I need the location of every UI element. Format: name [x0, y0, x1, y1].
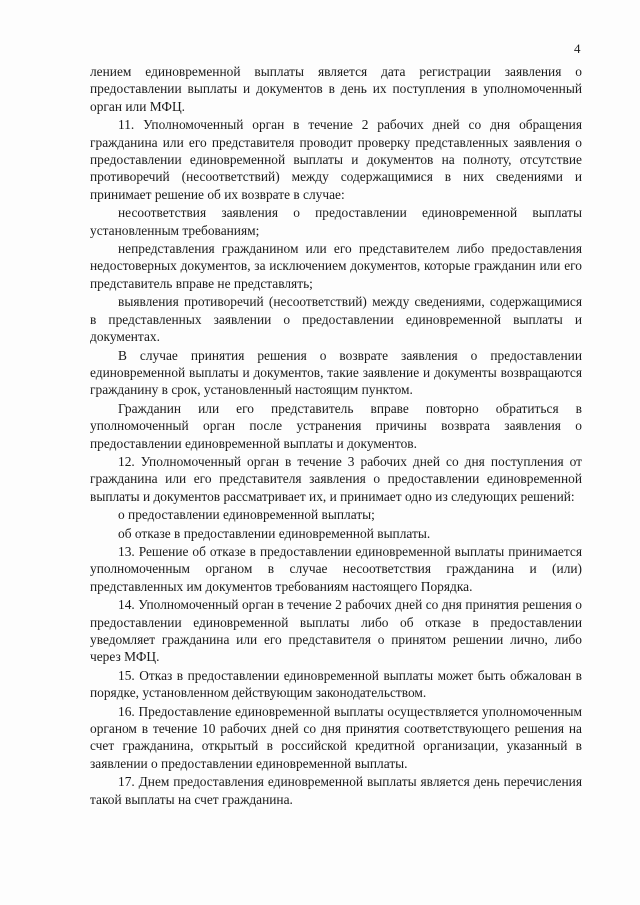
paragraph-ground-3: выявления противоречий (несоответствий) между сведениями, содержащимися в представленных заявлении о предоставлении единовременной выплаты и документах. — [90, 294, 582, 345]
paragraph-continuation: лением единовременной выплаты является дата регистрации заявления о предоставлении выплаты и документов в день их поступления в уполномоченный орган или МФЦ. — [90, 64, 582, 114]
paragraph-item-14: 14. Уполномоченный орган в течение 2 рабочих дней со дня принятия решения о предоставлении единовременной выплаты либо об отказе в предоставлении уведомляет гражданина или его представителя о принятом решении лично, либо через МФЦ. — [90, 597, 582, 665]
paragraph-return: В случае принятия решения о возврате заявления о предоставлении единовременной выплаты и документов, такие заявление и документы возвращаются гражданину в срок, установленный настоящим пунктом. — [90, 347, 582, 398]
paragraph-ground-2: непредставления гражданином или его представителем либо предоставления недостоверных документов, за исключением документов, которые гражданин или его представитель вправе не представлять; — [90, 241, 582, 291]
paragraph-decision-2: об отказе в предоставлении единовременной выплаты. — [118, 525, 431, 541]
paragraph-item-16: 16. Предоставление единовременной выплаты осуществляется уполномоченным органом в течение 10 рабочих дней со дня принятия соответствующего решения на счет гражданина, открытый в российской кредитной организации, указанный в заявлении о предоставлении единовременной выплаты. — [90, 703, 582, 771]
document-body — [90, 63, 582, 809]
page-number: 4 — [574, 41, 581, 56]
paragraph-reapply: Гражданин или его представитель вправе повторно обратиться в уполномоченный орган после устранения причины возврата заявления о предоставлении единовременной выплаты и документов. — [90, 400, 582, 451]
paragraph-item-11: 11. Уполномоченный орган в течение 2 рабочих дней со дня обращения гражданина или его представителя проводит проверку представленных заявления о предоставлении единовременной выплаты и документов на полноту, отсутствие противоречий (несоответствий) между содержащимися в них сведениями и принимает решение об их возврате в случае: — [90, 117, 582, 202]
paragraph-item-12: 12. Уполномоченный орган в течение 3 рабочих дней со дня поступления от гражданина или его представителя заявления о предоставлении единовременной выплаты и документов рассматривает их, и принимает одно из следующих решений: — [90, 453, 582, 504]
paragraph-item-13: 13. Решение об отказе в предоставлении единовременной выплаты принимается уполномоченным органом в случае несоответствия гражданина и (или) представленных им документов требованиям настоящего Порядка. — [90, 543, 582, 594]
paragraph-item-15: 15. Отказ в предоставлении единовременной выплаты может быть обжалован в порядке, установленном действующим законодательством. — [90, 667, 582, 701]
paragraph-ground-1: несоответствия заявления о предоставлении единовременной выплаты установленным требованиям; — [90, 205, 582, 238]
paragraph-decision-1: о предоставлении единовременной выплаты; — [118, 507, 375, 523]
paragraph-item-17: 17. Днем предоставления единовременной выплаты является день перечисления такой выплаты на счет гражданина. — [90, 774, 582, 807]
